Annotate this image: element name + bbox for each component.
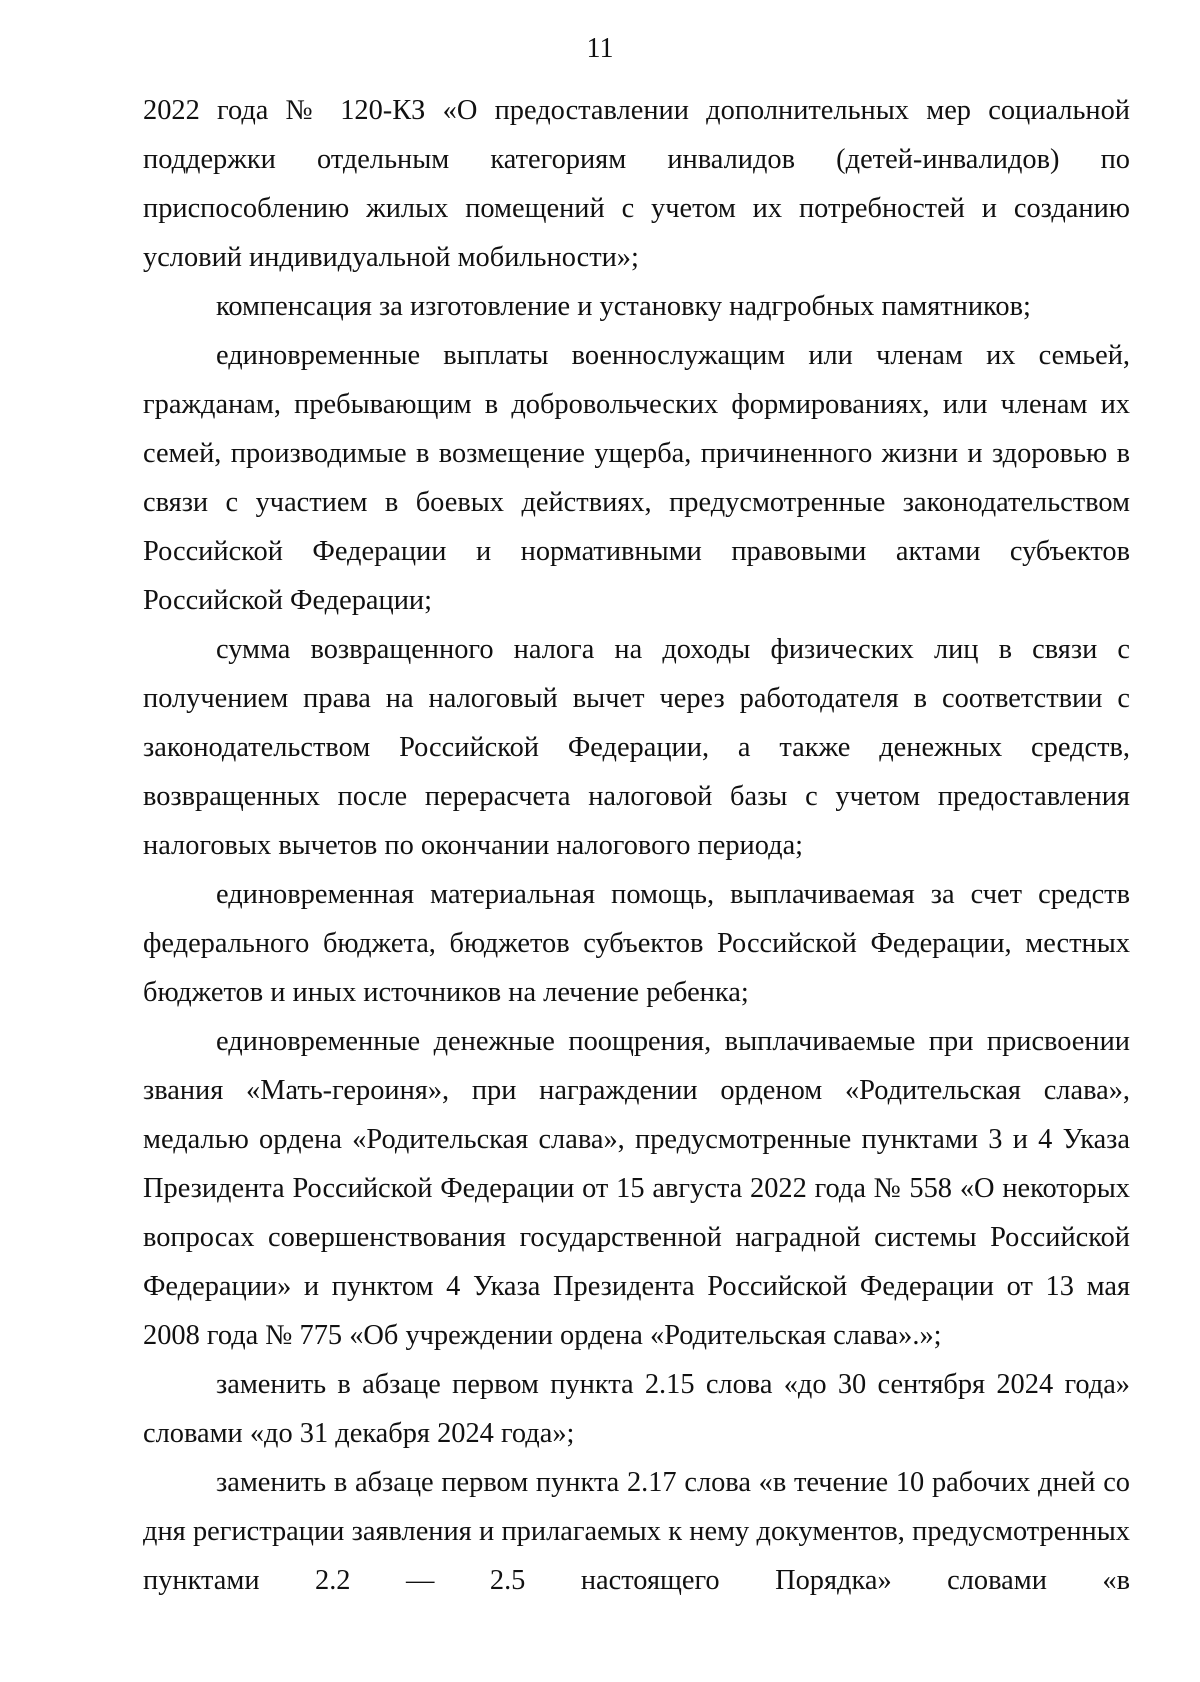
paragraph-tombstone-compensation: компенсация за изготовление и установку надгробных памятников; [216,291,1031,322]
paragraph-tax-refund: сумма возвращенного налога на доходы физических лиц в связи с получением права на налоговый вычет через работодателя в соответствии с законодательством Российской Федерации, а также денежных средств, возвращенных после перерасчета налоговой базы с учетом предоставления налоговых вычетов по окончании налогового периода; [143,634,1130,861]
document-body [143,86,1130,1605]
paragraph-amendment-2-15: заменить в абзаце первом пункта 2.15 слова «до 30 сентября 2024 года» словами «до 31 декабря 2024 года»; [143,1369,1130,1449]
page-number: 11 [586,33,614,64]
paragraph-mother-heroine-awards: единовременные денежные поощрения, выплачиваемые при присвоении звания «Мать-героиня», при награждении орденом «Родительская слава», медалью ордена «Родительская слава», предусмотренные пунктами 3 и 4 Указа Президента Российской Федерации от 15 августа 2022 года № 558 «О некоторых вопросах совершенствования государственной наградной системы Российской Федерации» и пунктом 4 Указа Президента Российской Федерации от 13 мая 2008 года № 775 «Об учреждении ордена «Родительская слава».»; [143,1026,1130,1351]
paragraph-amendment-2-17: заменить в абзаце первом пункта 2.17 слова «в течение 10 рабочих дней со дня регистрации заявления и прилагаемых к нему документов, предусмотренных пунктами 2.2 — 2.5 настоящего Порядка» словами «в [143,1467,1130,1596]
paragraph-military-payments: единовременные выплаты военнослужащим или членам их семьей, гражданам, пребывающим в добровольческих формированиях, или членам их семей, производимые в возмещение ущерба, причиненного жизни и здоровью в связи с участием в боевых действиях, предусмотренные законодательством Российской Федерации и нормативными правовыми актами субъектов Российской Федерации; [143,340,1130,616]
paragraph-material-aid: единовременная материальная помощь, выплачиваемая за счет средств федерального бюджета, бюджетов субъектов Российской Федерации, местных бюджетов и иных источников на лечение ребенка; [143,879,1130,1008]
paragraph-continued: 2022 года № 120-КЗ «О предоставлении дополнительных мер социальной поддержки отдельным категориям инвалидов (детей-инвалидов) по приспособлению жилых помещений с учетом их потребностей и созданию условий индивидуальной мобильности»; [143,95,1130,273]
